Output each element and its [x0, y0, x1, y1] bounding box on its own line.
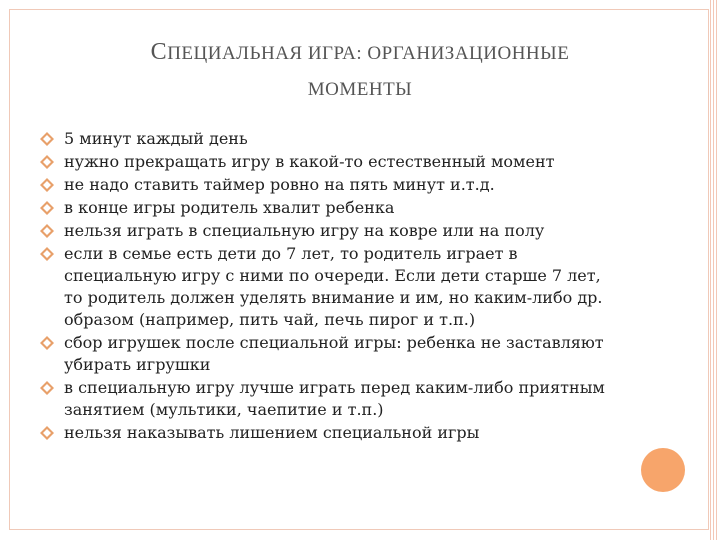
- title-line-1-text: ПЕЦИАЛЬНАЯ ИГРА: ОРГАНИЗАЦИОННЫЕ: [167, 43, 570, 64]
- bullet-text: не надо ставить таймер ровно на пять минут и.т.д.: [64, 175, 495, 194]
- bullet-text: нельзя наказывать лишением специальной игры: [64, 423, 480, 442]
- hollow-diamond-bullet-icon: [38, 176, 56, 194]
- hollow-diamond-bullet-icon: [38, 199, 56, 217]
- decorative-orange-circle: [641, 448, 685, 492]
- bullet-text: нужно прекращать игру в какой-то естественный момент: [64, 152, 555, 171]
- hollow-diamond-bullet-icon: [38, 130, 56, 148]
- bullet-item: [38, 220, 618, 242]
- hollow-diamond-bullet-icon: [38, 245, 56, 263]
- bullet-text: в специальную игру лучше играть перед каким-либо приятным занятием (мультики, чаепитие и т.п.): [64, 378, 605, 419]
- bullet-text: 5 минут каждый день: [64, 129, 248, 148]
- bullet-item: [38, 332, 618, 376]
- bullet-item: [38, 197, 618, 219]
- bullet-text: в конце игры родитель хвалит ребенка: [64, 198, 395, 217]
- decorative-right-bar: [709, 0, 720, 540]
- bullet-text: сбор игрушек после специальной игры: ребенка не заставляют убирать игрушки: [64, 333, 604, 374]
- bullet-list: [38, 128, 618, 445]
- bullet-item: [38, 174, 618, 196]
- bullet-item: [38, 151, 618, 173]
- hollow-diamond-bullet-icon: [38, 153, 56, 171]
- bullet-text: если в семье есть дети до 7 лет, то родитель играет в специальную игру с ними по очереди. Если дети старше 7 лет, то родитель должен уделять внимание и им, но каким-либо др. образом (например, пить чай, печь пирог и т.п.): [64, 244, 603, 329]
- hollow-diamond-bullet-icon: [38, 424, 56, 442]
- bullet-item: [38, 377, 618, 421]
- hollow-diamond-bullet-icon: [38, 222, 56, 240]
- title-line-1: [40, 40, 680, 64]
- bullet-text: нельзя играть в специальную игру на ковре или на полу: [64, 221, 545, 240]
- title-line-2: МОМЕНТЫ: [307, 79, 413, 100]
- bullet-item: [38, 128, 618, 150]
- bullet-item: [38, 243, 618, 331]
- hollow-diamond-bullet-icon: [38, 379, 56, 397]
- title-initial-cap: С: [150, 39, 168, 65]
- bullet-item: [38, 422, 618, 444]
- hollow-diamond-bullet-icon: [38, 334, 56, 352]
